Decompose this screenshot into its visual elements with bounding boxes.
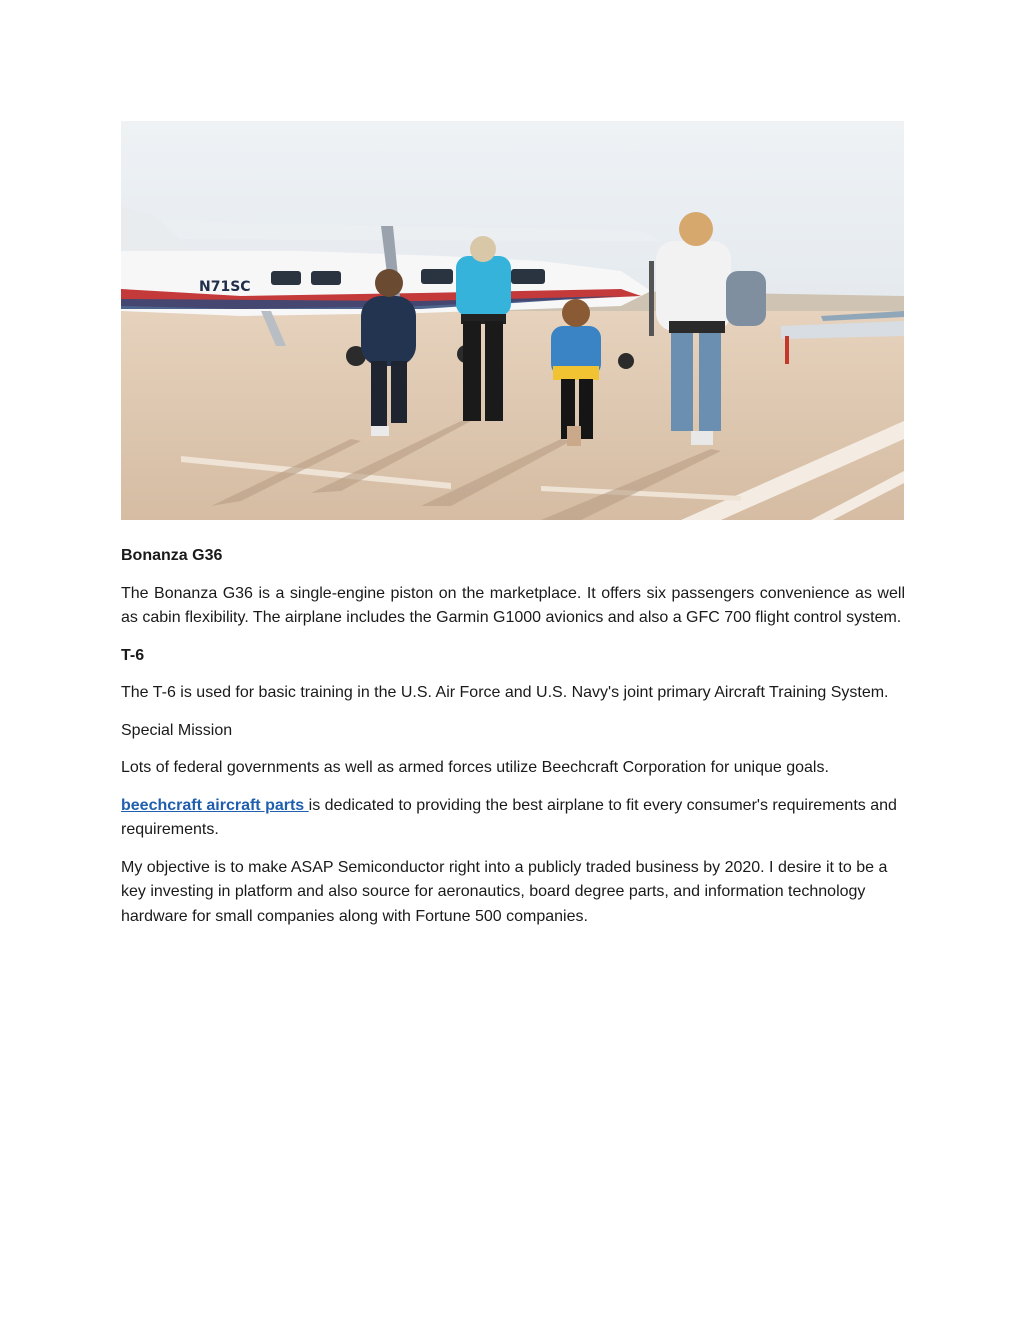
paragraph-special-mission: Lots of federal governments as well as armed forces utilize Beechcraft Corporation for unique goals. (121, 759, 829, 776)
promo-text: is dedicated to providing the best airplane to fit every consumer's requirements and requirements. (121, 796, 897, 838)
paragraph-bonanza-g36: The Bonanza G36 is a single-engine piston on the marketplace. It offers six passengers convenience as well as cabin flexibility. The airplane includes the Garmin G1000 avionics and also a GFC 700 flight control system. (121, 584, 905, 626)
paragraph-objective: My objective is to make ASAP Semiconductor right into a publicly traded business by 2020. I desire it to be a key investing in platform and also source for aeronautics, board degree parts, and information technology hardware for small companies along with Fortune 500 companies. (121, 858, 888, 925)
heading-special-mission: Special Mission (121, 721, 233, 739)
family-airplane-photo (121, 121, 904, 520)
aircraft-registration: N71SC (199, 279, 251, 295)
paragraph-t6: The T-6 is used for basic training in the U.S. Air Force and U.S. Navy's joint primary Aircraft Training System. (121, 684, 889, 701)
beechcraft-parts-link[interactable]: beechcraft aircraft parts (121, 796, 309, 814)
article-body (121, 544, 905, 942)
paragraph-promo (121, 794, 905, 843)
heading-bonanza-g36: Bonanza G36 (121, 547, 223, 564)
heading-t6: T-6 (121, 646, 145, 664)
